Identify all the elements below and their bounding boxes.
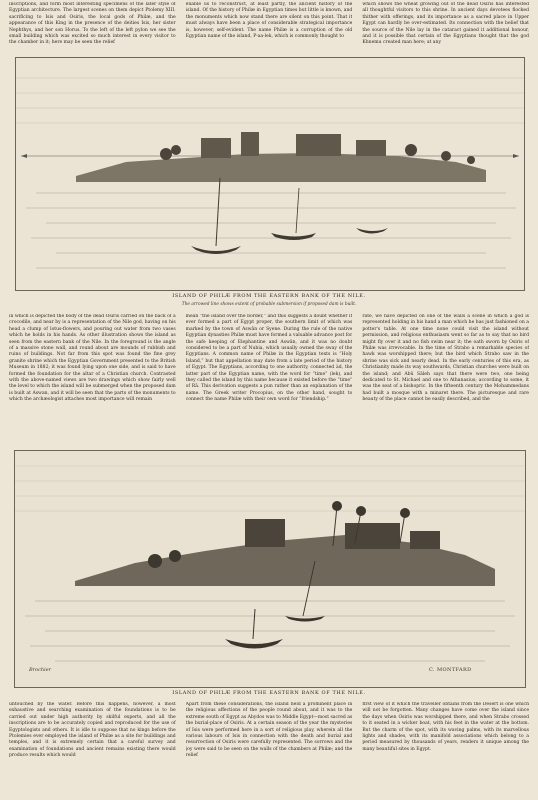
- engraving-philae-distant-view: [15, 57, 525, 291]
- figure-2-caption: ISLAND OF PHILÆ FROM THE EASTERN BANK OF THE NILE.: [172, 690, 366, 696]
- figure-1-subcaption: The arrowed line shows extent of probable submersion if proposed dam is built.: [181, 302, 357, 307]
- middle-column-2: mean “the island over the border,” and this suggests a doubt whether it ever formed a part of Egypt proper, the southern limit of which was marked by the town of Aswân or Syene. During the rule of the native Egyptian dynasties Philæ must have formed a valuable advance post for the safe keeping of Elephantine and Aswân, and it was no doubt considered to be a part of Nubia, which usually owned the sway of the Egyptians. A common name of Philæ in the Egyptian texts is “Holy Island,” but that appellation may date from a late period of the history of Egypt. The Egyptians, according to one authority, connected àd, the latter part of the Egyptian name, with the word for “time” (lek), and they called the island by this name because it existed before the “time” of Rā. This derivation suggests a pun rather than an explanation of the name. The Greek writer Procopius, on the other hand, sought to connect the name Philæ with their own word for “friendship.”: [185, 314, 353, 403]
- top-column-1: inscriptions, and form most interesting specimens of the later style of Egyptian architecture. The largest scenes on them depict Ptolemy XIII. sacrificing to Isis and Osiris, the local gods of Philæ, and the appearance of this King in the presence of the deities Isis, her sister Nephthys, and her son Horus. To the left of the left pylon we see the small building which was excited so much interest in every visitor to the chamber in it; here may be seen the relief: [9, 2, 176, 46]
- signature-left: Brochier: [29, 667, 52, 673]
- figure-1-caption: ISLAND OF PHILÆ FROM THE EASTERN BANK OF THE NILE.: [172, 293, 366, 299]
- top-column-2: enable us to reconstruct, at least partly, the ancient history of the island. Of the history of Philæ in Egyptian times but little is known, and the monuments which now stand there are silent on this point. That it must always have been a place of considerable strategical importance is, however, self-evident. The name Philæ is a corruption of the old Egyptian name of the island, P-aa-lek, which is commonly thought to: [185, 2, 353, 40]
- bottom-column-1: untouched by the water. Before this happens, however, a most exhaustive and searching examination of the foundations is to be carried out under high authority by skilful experts, and all the inscriptions are to be accurately copied and reproduced for the use of Egyptologists and others. It is idle to suppose that no kings before the Ptolemies ever employed the island of Philæ as a site for buildings and temples, and it is extremely certain that a careful survey and examination of foundations and ancient remains existing there would produce results which would: [9, 702, 176, 759]
- engraving-2-illustration: [15, 451, 525, 687]
- top-column-3: which shows the wheat growing out of the dead Osiris has interested all thoughtful visitors to this shrine. In ancient days devotees flocked thither with offerings, and its importance as a sacred place in Upper Egypt can hardly be over-estimated. Its connection with the belief that the source of the Nile lay in the cataract gained it additional honour, and it is possible that certain of the Egyptians thought that the god Khnemu created man here; at any: [362, 2, 530, 46]
- engraving-1-illustration: [16, 58, 524, 290]
- signature-right: C. MONTFARD: [429, 667, 472, 673]
- bottom-column-3: first view of it which the traveller obtains from the Desert is one which will not be forgotten. Many changes have come over the island since the days when Osiris was worshipped there, and when Strabo crossed to it seated in a wicker boat, with his feet in the water at the bottom. But the charm of the spot, with its waving palms, with its marvellous lights and shades, with its manifold associations which belong to a period measured by thousands of years, renders it unique among the many beautiful sites in Egypt.: [362, 702, 530, 752]
- top-text-columns: [9, 2, 529, 52]
- engraving-philae-near-view: [14, 450, 526, 688]
- middle-text-columns: [9, 314, 529, 446]
- middle-column-3: rate, we have depicted on one of the walls a scene in which a god is represented holding in his hand a man which he has just fashioned on a potter's table. At one time none could visit the island without permission, and religious enthusiasm went so far as to say that no bird might fly over it and no fish swim near it; the oath sworn by Osiris of Philæ was irrevocable. In the time of Strabo a remarkable species of hawk was worshipped there; but the bird which Strabo saw in the shrine was sick and nearly dead. In the early centuries of this era, as Christianity made its way southwards, Christian churches were built on the island; and Abû Sâleh says that there were two, one being dedicated to St. Michael and one to Athanasius; according to some, it was the seat of a bishopric. In the fifteenth century the Mohammedans had built a mosque with a minaret there. The picturesque and rare beauty of the place cannot be easily described, and the: [362, 314, 530, 403]
- bottom-column-2: Apart from these considerations, the island held a prominent place in the religious affections of the people round about, and it was to the extreme south of Egypt as Abydos was to Middle Egypt—most sacred as the burial-place of Osiris. At a certain season of the year the mysteries of Isis were performed here in a sort of religious play, wherein all the various labours of Isis in connection with the death and burial and resurrection of Osiris were carefully represented. The sorrows and the joy were said to be seen on the walls of the chambers at Philæ; and the relief: [185, 702, 353, 759]
- middle-column-1: in which is depicted the body of the dead Osiris carried on the back of a crocodile, and near by is a representation of the Nile god, having on his head a clump of lotus-flowers, and pouring out water from two vases which he holds in his hands. As other illustration shows the island as seen from the eastern bank of the Nile. In the foreground is the angle of a massive stone wall, and round about are mounds of rubbish and ruins of buildings. Not far from this spot was found the fine grey granite shrine which the Egyptian Government presented to the British Museum in 1882; it was found lying upon one side, and is said to have formed the foundation for the altar of a Christian church. Contrasted with the above-named views are two drawings which show fairly well the level to which the island will be submerged when the proposed dam is built at Aswan, and it will be seen that the parts of the monuments to which the archæologist attaches most importance will remain: [9, 314, 176, 403]
- bottom-text-columns: [9, 702, 529, 798]
